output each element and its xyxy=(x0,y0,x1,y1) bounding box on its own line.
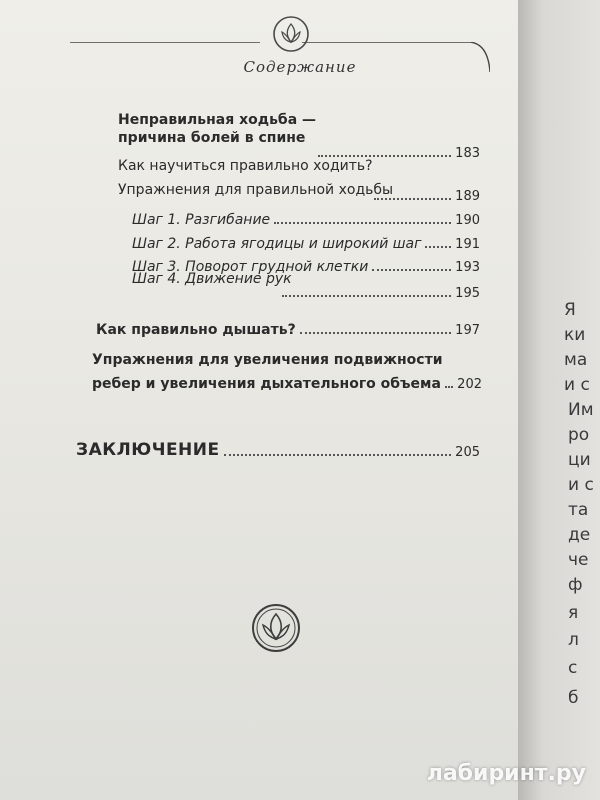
page-number: 183 xyxy=(455,146,480,161)
adjacent-page-fragment: я xyxy=(568,603,579,623)
page-number: 191 xyxy=(455,237,480,252)
dot-leader xyxy=(425,245,451,248)
page-number: 205 xyxy=(455,445,480,460)
toc-item-walk-exercises-label: Упражнения для правильной ходьбы xyxy=(118,182,394,198)
dot-leader xyxy=(372,268,451,271)
adjacent-page-fragment: ф xyxy=(568,575,583,595)
dot-leader xyxy=(318,154,451,157)
adjacent-page-fragment: ро xyxy=(568,425,590,445)
section-title: Содержание xyxy=(243,58,357,76)
toc-item-walking xyxy=(118,130,480,146)
adjacent-page-fragment: че xyxy=(568,550,589,570)
toc-step-1-label: Шаг 1. Разгибание xyxy=(132,212,271,228)
adjacent-page-fragment: и с xyxy=(568,475,594,495)
toc-step-2 xyxy=(132,236,480,252)
adjacent-page xyxy=(518,0,600,800)
adjacent-page-fragment: де xyxy=(568,525,591,545)
dot-leader xyxy=(374,197,451,200)
adjacent-page-fragment: и с xyxy=(564,375,590,395)
toc-item-conclusion-label: ЗАКЛЮЧЕНИЕ xyxy=(76,440,220,460)
page-number: 202 xyxy=(457,377,482,392)
lotus-emblem-icon xyxy=(250,602,302,654)
dot-leader xyxy=(224,453,452,456)
toc-item-learn-walk: Как научиться правильно ходить? xyxy=(118,158,373,174)
toc-step-4 xyxy=(132,286,480,301)
toc-row-page-189 xyxy=(118,189,480,204)
page-number: 190 xyxy=(455,213,480,228)
toc-step-3-label: Шаг 3. Поворот грудной клетки xyxy=(132,259,369,275)
toc-item-walking-subtitle: причина болей в спине xyxy=(118,130,306,146)
toc-item-ribs-title: Упражнения для увеличения подвижности xyxy=(92,352,443,368)
toc-step-1 xyxy=(132,212,480,228)
dot-leader xyxy=(445,385,453,388)
dot-leader xyxy=(274,221,451,224)
toc-step-2-label: Шаг 2. Работа ягодицы и широкий шаг xyxy=(132,236,422,252)
adjacent-page-fragment: Им xyxy=(568,400,594,420)
adjacent-page-fragment: та xyxy=(568,500,589,520)
dot-leader xyxy=(282,294,451,297)
page-number: 195 xyxy=(455,286,480,301)
toc-item-walking-title: Неправильная ходьба — xyxy=(118,112,317,128)
adjacent-page-fragment: л xyxy=(568,630,579,650)
toc-item-breathing xyxy=(96,322,480,338)
adjacent-page-fragment: с xyxy=(568,658,578,678)
adjacent-page-fragment: ци xyxy=(568,450,591,470)
toc-item-ribs-subtitle: ребер и увеличения дыхательного объема xyxy=(92,376,441,392)
toc-item-conclusion xyxy=(76,440,480,460)
adjacent-page-fragment: б xyxy=(568,688,579,708)
toc-step-4-label: Шаг 4. Движение рук xyxy=(132,271,292,287)
toc-item-ribs xyxy=(92,376,482,392)
watermark: лабиринт.ру xyxy=(426,761,586,786)
page-number: 189 xyxy=(455,189,480,204)
adjacent-page-fragment: ма xyxy=(564,350,588,370)
toc-item-breathing-label: Как правильно дышать? xyxy=(96,322,296,338)
adjacent-page-fragment: ки xyxy=(564,325,586,345)
adjacent-page-fragment: Я xyxy=(564,300,576,320)
page-number: 193 xyxy=(455,260,480,275)
page-number: 197 xyxy=(455,323,480,338)
dot-leader xyxy=(300,331,451,334)
